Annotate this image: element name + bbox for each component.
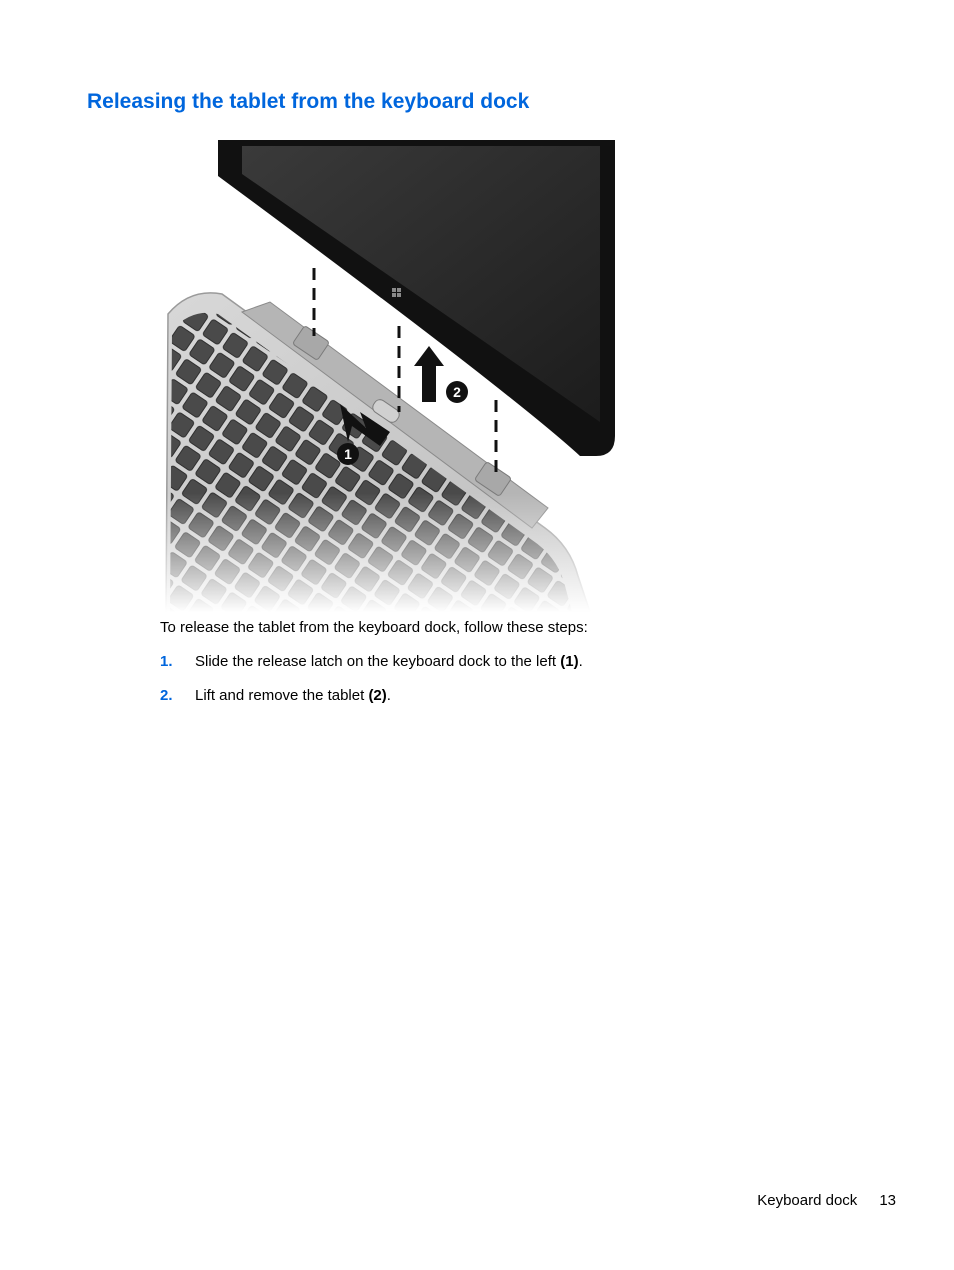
step-text: Slide the release latch on the keyboard dock to the left (1). [195,653,583,670]
page-footer [757,1192,896,1209]
footer-section: Keyboard dock [757,1192,858,1209]
page-title: Releasing the tablet from the keyboard dock [87,90,530,113]
step-number: 2. [160,687,173,704]
page-number: 13 [879,1192,896,1209]
callout-ref: (1) [560,653,579,670]
callout-ref: (2) [368,687,387,704]
step-text: Lift and remove the tablet (2). [195,687,391,704]
step-number: 1. [160,653,173,670]
tablet-release-illustration [160,136,620,612]
intro-text: To release the tablet from the keyboard dock, follow these steps: [160,619,588,636]
